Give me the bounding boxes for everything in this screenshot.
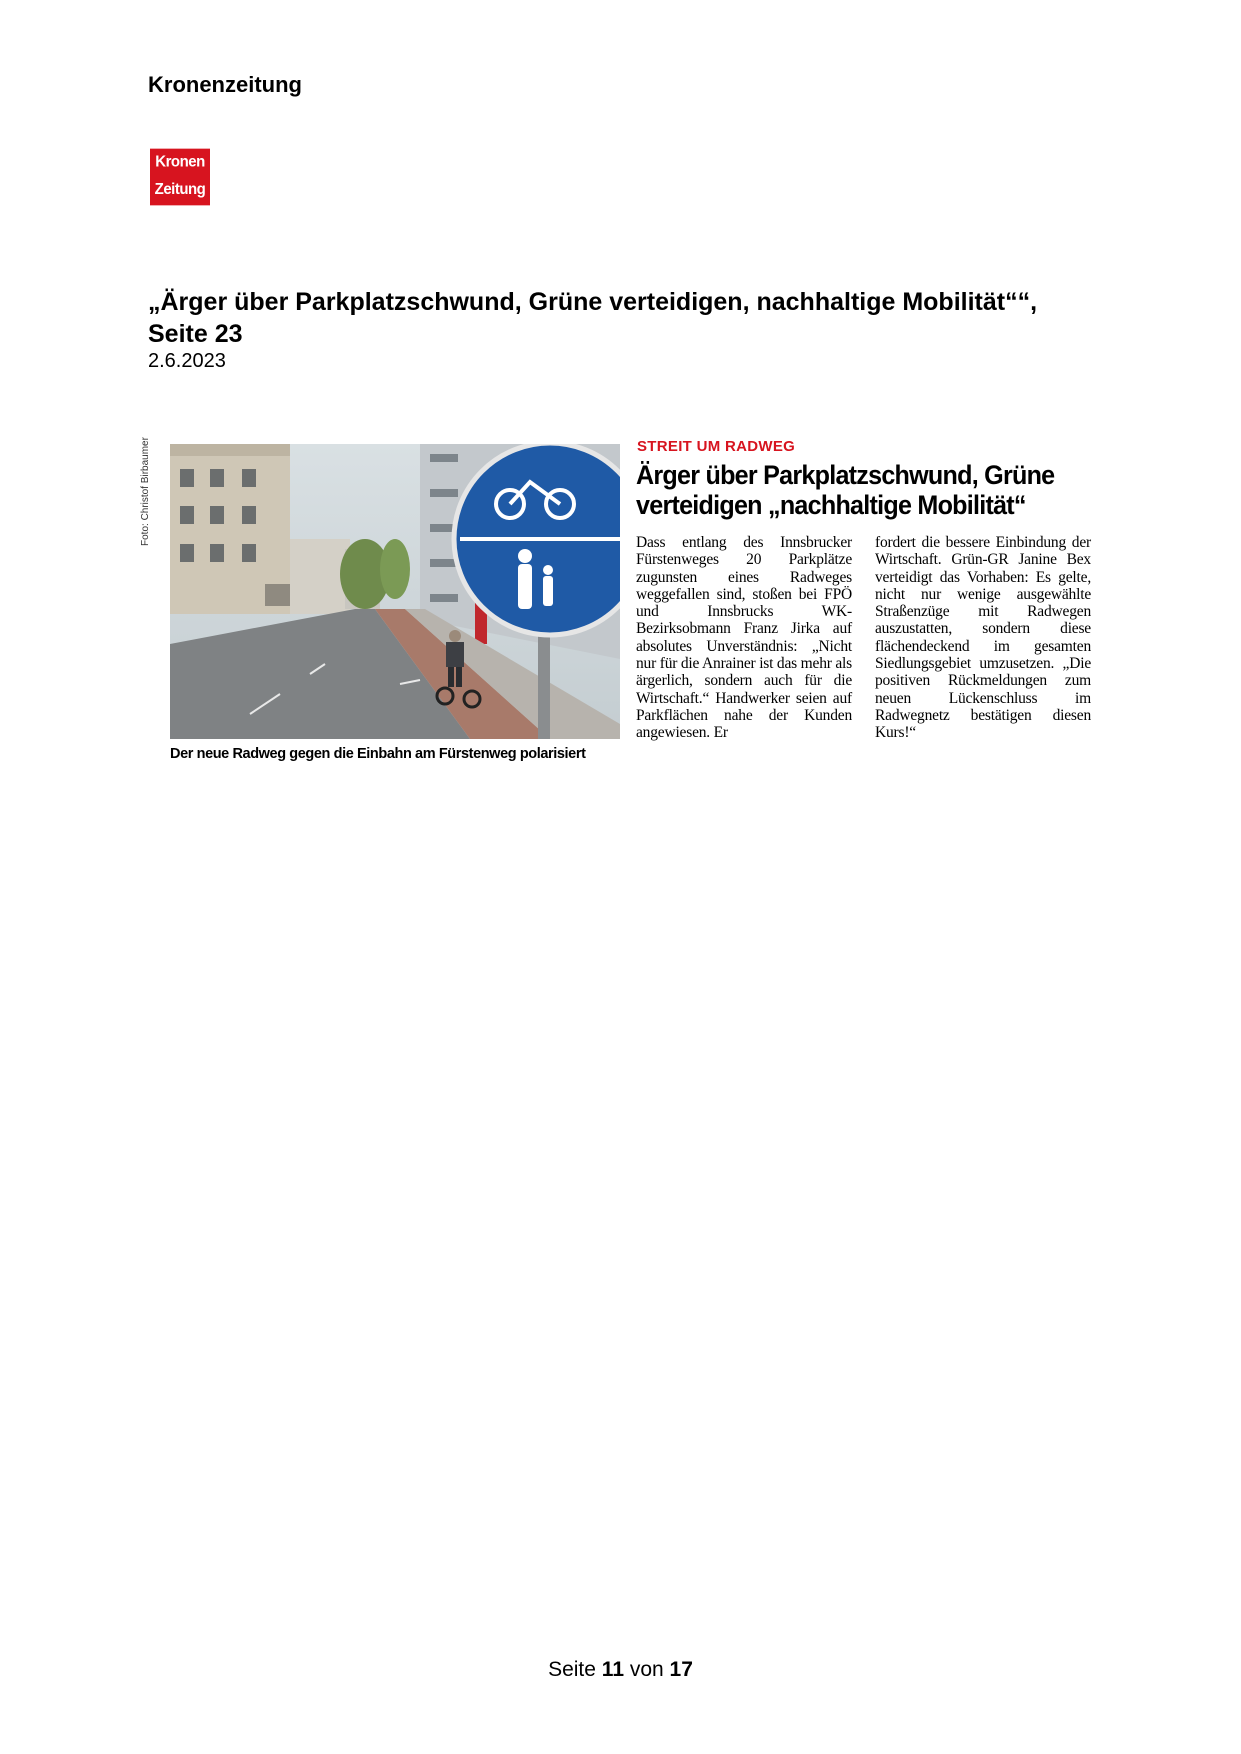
footer-page-total: 17: [669, 1658, 693, 1681]
logo-line-1: Kronen: [155, 152, 205, 171]
street-scene-image: [170, 444, 620, 739]
document-title: „Ärger über Parkplatzschwund, Grüne verteidigen, nachhaltige Mobilität““, Seite 23: [148, 288, 1038, 348]
article-headline: Ärger über Parkplatzschwund, Grüne verteidigen „nachhaltige Mobilität“: [636, 460, 1055, 520]
newspaper-clipping: [140, 437, 1091, 768]
article-body: [636, 534, 1091, 742]
publication-name: Kronenzeitung: [148, 72, 302, 97]
article-column-2: fordert die bessere Einbindung der Wirtschaft. Grün-GR Janine Bex verteidigt das Vorhaben: Es gelte, nicht nur wenige ausgewählte Straßenzüge mit Radwegen auszustatten, sondern diese flächendeckend im gesamten Siedlungsgebiet umzusetzen. „Die positiven Rückmeldungen zum neuen Lückenschluss im Radwegnetz bestätigen diesen Kurs!“: [875, 534, 1091, 742]
page-footer: [0, 1658, 1241, 1682]
footer-separator: von: [629, 1658, 664, 1681]
photo-caption: Der neue Radweg gegen die Einbahn am Fürstenweg polarisiert: [170, 746, 586, 762]
logo-line-2: Zeitung: [154, 180, 206, 198]
article-kicker: STREIT UM RADWEG: [637, 438, 796, 455]
kronen-zeitung-logo: [150, 149, 210, 206]
document-date: 2.6.2023: [148, 350, 226, 372]
article-photo: [170, 444, 620, 739]
footer-page-number: 11: [601, 1658, 624, 1681]
photo-credit: Foto: Christof Birbaumer: [140, 437, 151, 546]
article-column-1: Dass entlang des Innsbrucker Fürstenweges 20 Parkplätze zugunsten eines Radweges weggefallen sind, stoßen bei FPÖ und Innsbrucks WK-Bezirksobmann Franz Jirka auf absolutes Unverständnis: „Nicht nur für die Anrainer ist das mehr als ärgerlich, sondern auch für die Wirtschaft.“ Handwerker seien auf Parkflächen nahe der Kunden angewiesen. Er: [636, 534, 852, 742]
footer-prefix: Seite: [548, 1658, 596, 1681]
